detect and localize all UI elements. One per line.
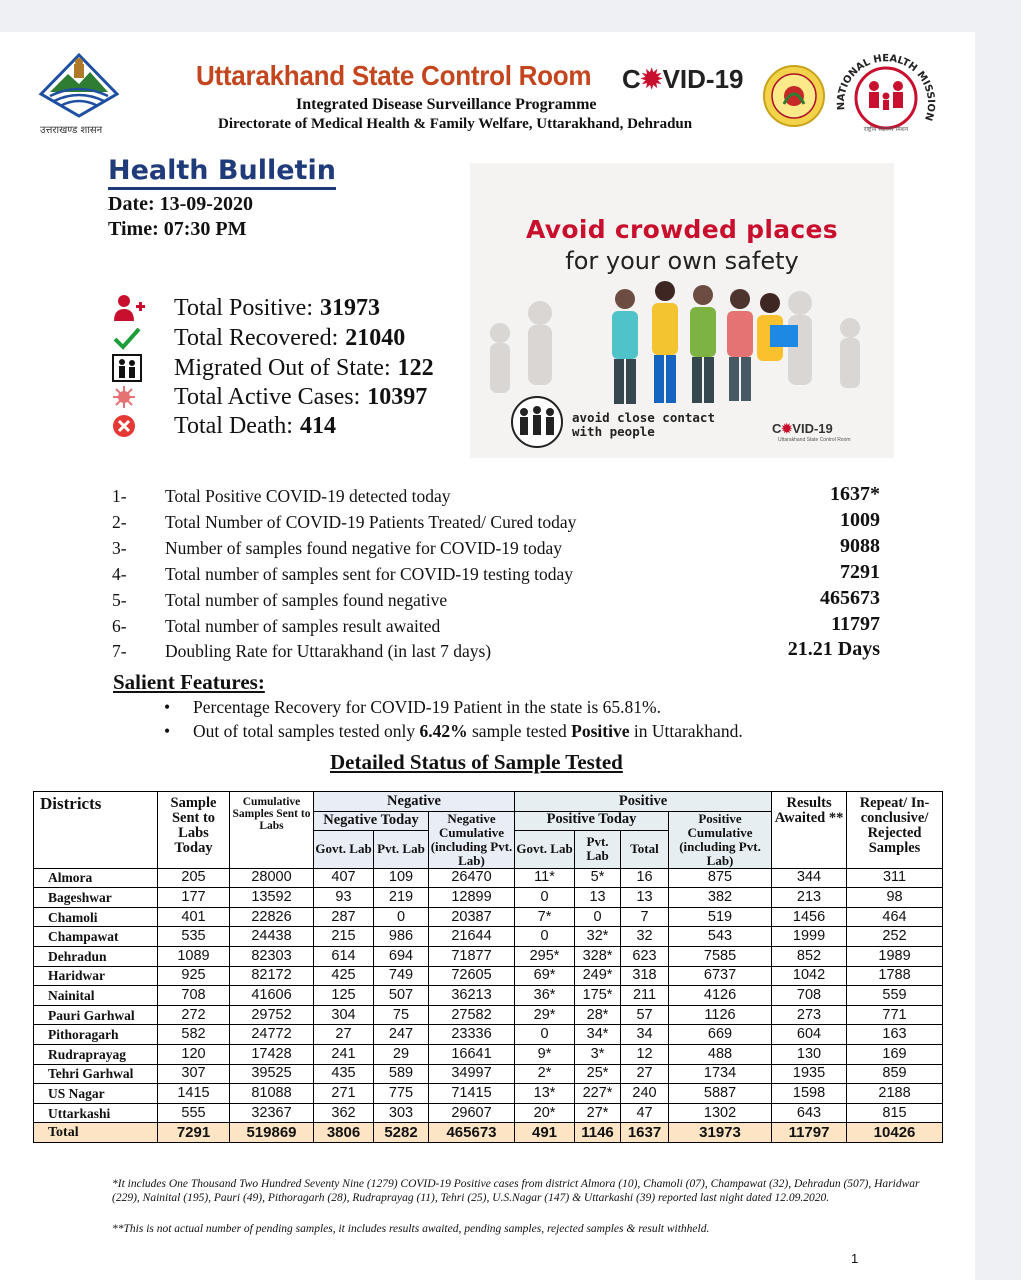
table-cell: 535	[158, 927, 230, 947]
salient-bullet: • Out of total samples tested only 6.42% sample tested Positive in Uttarakhand.	[168, 721, 743, 742]
district-name: Bageshwar	[34, 888, 158, 908]
table-cell: 519869	[230, 1123, 314, 1143]
summary-item: 3- Number of samples found negative for COVID-19 today 9088	[112, 535, 880, 558]
table-cell: 17428	[230, 1044, 314, 1064]
table-cell: 13	[575, 888, 621, 908]
table-cell: 1788	[847, 966, 943, 986]
table-cell: 241	[314, 1044, 374, 1064]
table-row	[34, 868, 943, 888]
header-negative-cumulative: Negative Cumulative (including Pvt. Lab)	[429, 811, 515, 868]
table-cell: 3*	[575, 1044, 621, 1064]
salient-features-title: Salient Features:	[113, 670, 265, 694]
table-cell: 6737	[669, 966, 772, 986]
table-cell: 0	[575, 907, 621, 927]
table-cell: 13592	[230, 888, 314, 908]
table-cell: 0	[374, 907, 429, 927]
stat-total-recovered	[112, 324, 405, 352]
table-cell: 26470	[429, 868, 515, 888]
table-cell: 47	[621, 1103, 669, 1123]
header-sample-today: Sample Sent to Labs Today	[158, 792, 230, 869]
table-cell: 1989	[847, 946, 943, 966]
table-cell: 163	[847, 1025, 943, 1045]
table-cell: 304	[314, 1005, 374, 1025]
table-cell: 272	[158, 1005, 230, 1025]
table-cell: 1935	[772, 1064, 847, 1084]
table-cell: 362	[314, 1103, 374, 1123]
table-cell: 401	[158, 907, 230, 927]
salient-bullet: • Percentage Recovery for COVID-19 Patient in the state is 65.81%.	[168, 697, 661, 718]
table-cell: 27582	[429, 1005, 515, 1025]
stat-migrated	[112, 354, 434, 382]
header-neg-govt-lab: Govt. Lab	[314, 831, 374, 868]
checkmark-icon	[112, 324, 148, 352]
table-row	[34, 927, 943, 947]
table-cell: 2188	[847, 1084, 943, 1104]
bulletin-date: Date: 13-09-2020	[108, 193, 253, 215]
table-cell: 1126	[669, 1005, 772, 1025]
table-cell: 29*	[515, 1005, 575, 1025]
bulletin-title: Health Bulletin	[108, 155, 336, 190]
header-negative: Negative	[314, 792, 515, 812]
table-cell: 775	[374, 1084, 429, 1104]
table-cell: 29	[374, 1044, 429, 1064]
table-row	[34, 1044, 943, 1064]
table-cell: 7291	[158, 1123, 230, 1143]
table-cell: 464	[847, 907, 943, 927]
table-cell: 507	[374, 986, 429, 1006]
table-cell: 382	[669, 888, 772, 908]
district-name: Dehradun	[34, 946, 158, 966]
table-cell: 7585	[669, 946, 772, 966]
table-cell: 240	[621, 1084, 669, 1104]
table-cell: 28000	[230, 868, 314, 888]
table-total-row	[34, 1123, 943, 1143]
table-cell: 16641	[429, 1044, 515, 1064]
table-cell: 34	[621, 1025, 669, 1045]
table-cell: 247	[374, 1025, 429, 1045]
table-cell: 32	[621, 927, 669, 947]
summary-item: 6- Total number of samples result awaited 11797	[112, 613, 880, 636]
uttarakhand-emblem-icon	[38, 52, 120, 118]
svg-text:राष्ट्रीय स्वास्थ्य मिशन: राष्ट्रीय स्वास्थ्य मिशन	[863, 126, 909, 133]
poster-covid-logo: C✹VID-19	[772, 421, 833, 436]
district-name: US Nagar	[34, 1084, 158, 1104]
table-cell: 643	[772, 1103, 847, 1123]
table-row	[34, 1084, 943, 1104]
header-negative-today: Negative Today	[314, 811, 429, 831]
table-row	[34, 888, 943, 908]
header-pos-pvt-lab: Pvt. Lab	[575, 831, 621, 868]
table-cell: 0	[515, 927, 575, 947]
table-cell: 1456	[772, 907, 847, 927]
table-cell: 16	[621, 868, 669, 888]
table-cell: 5*	[575, 868, 621, 888]
table-cell: 13*	[515, 1084, 575, 1104]
district-name: Champawat	[34, 927, 158, 947]
table-cell: 29752	[230, 1005, 314, 1025]
person-plus-icon	[112, 294, 148, 322]
virus-o-icon: ✹	[781, 421, 793, 436]
stat-label: Total Death:	[174, 412, 293, 439]
table-cell: 24438	[230, 927, 314, 947]
stat-value: 414	[299, 412, 336, 439]
stat-total-death	[112, 412, 336, 440]
table-cell: 986	[374, 927, 429, 947]
table-cell: 34997	[429, 1064, 515, 1084]
table-cell: 328*	[575, 946, 621, 966]
table-row	[34, 1025, 943, 1045]
svg-text:NATIONAL HEALTH MISSION: NATIONAL HEALTH MISSION	[835, 53, 937, 122]
table-cell: 11797	[772, 1123, 847, 1143]
table-cell: 27*	[575, 1103, 621, 1123]
table-cell: 1415	[158, 1084, 230, 1104]
table-cell: 344	[772, 868, 847, 888]
table-cell: 71877	[429, 946, 515, 966]
header-subtitle-directorate: Directorate of Medical Health & Family Welfare, Uttarakhand, Dehradun	[218, 116, 693, 132]
district-name: Pauri Garhwal	[34, 1005, 158, 1025]
district-name: Haridwar	[34, 966, 158, 986]
table-cell: 425	[314, 966, 374, 986]
summary-item: 4- Total number of samples sent for COVID-19 testing today 7291	[112, 561, 880, 584]
table-cell: 32*	[575, 927, 621, 947]
table-cell: 69*	[515, 966, 575, 986]
table-cell: 1302	[669, 1103, 772, 1123]
table-cell: 28*	[575, 1005, 621, 1025]
table-cell: 555	[158, 1103, 230, 1123]
stat-value: 10397	[367, 383, 428, 410]
table-cell: 34*	[575, 1025, 621, 1045]
table-cell: 1734	[669, 1064, 772, 1084]
table-cell: 12899	[429, 888, 515, 908]
table-cell: 543	[669, 927, 772, 947]
district-name: Rudraprayag	[34, 1044, 158, 1064]
table-cell: 465673	[429, 1123, 515, 1143]
table-cell: 488	[669, 1044, 772, 1064]
table-cell: 2*	[515, 1064, 575, 1084]
table-cell: 852	[772, 946, 847, 966]
summary-item: 5- Total number of samples found negative 465673	[112, 587, 880, 610]
table-cell: 249*	[575, 966, 621, 986]
table-cell: 36213	[429, 986, 515, 1006]
footnote-double-star: **This is not actual number of pending samples, it includes results awaited, pending samples, rejected samples & result withheld.	[112, 1223, 710, 1235]
table-cell: 749	[374, 966, 429, 986]
table-cell: 125	[314, 986, 374, 1006]
table-cell: 669	[669, 1025, 772, 1045]
table-cell: 311	[847, 868, 943, 888]
stat-label: Migrated Out of State:	[174, 354, 391, 381]
table-cell: 1637	[621, 1123, 669, 1143]
table-cell: 72605	[429, 966, 515, 986]
table-cell: 252	[847, 927, 943, 947]
table-cell: 559	[847, 986, 943, 1006]
table-cell: 213	[772, 888, 847, 908]
table-cell: 31973	[669, 1123, 772, 1143]
header-title: Uttarakhand State Control Room	[196, 60, 592, 91]
table-cell: 407	[314, 868, 374, 888]
table-cell: 5887	[669, 1084, 772, 1104]
table-cell: 303	[374, 1103, 429, 1123]
table-row	[34, 946, 943, 966]
table-cell: 13	[621, 888, 669, 908]
table-cell: 130	[772, 1044, 847, 1064]
table-cell: 20387	[429, 907, 515, 927]
bulletin-time: Time: 07:30 PM	[108, 218, 247, 240]
table-cell: 32367	[230, 1103, 314, 1123]
stat-active-cases	[112, 383, 427, 411]
district-name: Almora	[34, 868, 158, 888]
summary-item: 1- Total Positive COVID-19 detected today 1637*	[112, 483, 880, 506]
table-cell: 109	[374, 868, 429, 888]
table-cell: 925	[158, 966, 230, 986]
table-cell: 614	[314, 946, 374, 966]
table-cell: 604	[772, 1025, 847, 1045]
logo-caption: उत्तराखण्ड शासन	[40, 125, 103, 136]
district-name: Tehri Garhwal	[34, 1064, 158, 1084]
table-cell: 169	[847, 1044, 943, 1064]
table-row	[34, 986, 943, 1006]
table-cell: 57	[621, 1005, 669, 1025]
header-cumulative-samples: Cumulative Samples Sent to Labs	[230, 792, 314, 869]
table-cell: 491	[515, 1123, 575, 1143]
table-cell: 3806	[314, 1123, 374, 1143]
footnote-single-star: *It includes One Thousand Two Hundred Seventy Nine (1279) COVID-19 Positive cases from district Almora (10), Chamoli (07), Champawat (32), Dehradun (507), Haridwar (229), Nainital (195), Pauri (49), Pithoragarh (28), Rudraprayag (11), Tehri (25), U.S.Nagar (147) & Uttarkashi (39) reported last night dated 12.09.2020.	[112, 1178, 920, 1204]
migration-icon	[112, 354, 148, 382]
table-cell: 771	[847, 1005, 943, 1025]
stat-value: 21040	[345, 324, 406, 351]
table-cell: 41606	[230, 986, 314, 1006]
table-cell: 219	[374, 888, 429, 908]
table-cell: 1598	[772, 1084, 847, 1104]
table-cell: 11*	[515, 868, 575, 888]
district-name: Uttarkashi	[34, 1103, 158, 1123]
table-cell: 307	[158, 1064, 230, 1084]
table-cell: 623	[621, 946, 669, 966]
district-name: Chamoli	[34, 907, 158, 927]
stat-value: 122	[397, 354, 434, 381]
table-cell: 205	[158, 868, 230, 888]
table-cell: 318	[621, 966, 669, 986]
table-row	[34, 1064, 943, 1084]
poster-covid-caption: Uttarakhand State Control Room	[778, 437, 851, 443]
stat-label: Total Positive:	[174, 294, 313, 321]
table-cell: 98	[847, 888, 943, 908]
awareness-poster	[470, 163, 894, 458]
table-cell: 1146	[575, 1123, 621, 1143]
table-cell: 23336	[429, 1025, 515, 1045]
table-cell: 589	[374, 1064, 429, 1084]
table-cell: 39525	[230, 1064, 314, 1084]
table-cell: 582	[158, 1025, 230, 1045]
table-cell: 29607	[429, 1103, 515, 1123]
header-positive: Positive	[515, 792, 772, 812]
poster-headline: Avoid crowded places	[526, 215, 838, 244]
header-repeat: Repeat/ In-conclusive/ Rejected Samples	[847, 792, 943, 869]
table-cell: 71415	[429, 1084, 515, 1104]
district-name: Pithoragarh	[34, 1025, 158, 1045]
table-cell: 295*	[515, 946, 575, 966]
table-row	[34, 907, 943, 927]
table-cell: 7*	[515, 907, 575, 927]
idsp-seal-icon	[762, 64, 826, 128]
table-row	[34, 1103, 943, 1123]
table-cell: 287	[314, 907, 374, 927]
summary-item: 2- Total Number of COVID-19 Patients Treated/ Cured today 1009	[112, 509, 880, 532]
table-row	[34, 1005, 943, 1025]
header-covid-logo: C✹VID-19	[622, 64, 744, 94]
table-cell: 20*	[515, 1103, 575, 1123]
table-cell: 75	[374, 1005, 429, 1025]
table-cell: 12	[621, 1044, 669, 1064]
table-cell: 27	[621, 1064, 669, 1084]
header-pos-total: Total	[621, 831, 669, 868]
district-name: Nainital	[34, 986, 158, 1006]
virus-o-icon: ✹	[640, 64, 663, 94]
table-cell: 273	[772, 1005, 847, 1025]
table-cell: 271	[314, 1084, 374, 1104]
table-cell: 1999	[772, 927, 847, 947]
table-cell: 1089	[158, 946, 230, 966]
header-districts: Districts	[34, 792, 158, 869]
table-cell: 24772	[230, 1025, 314, 1045]
virus-icon	[112, 383, 148, 411]
stat-total-positive	[112, 294, 380, 322]
table-cell: 120	[158, 1044, 230, 1064]
table-cell: 875	[669, 868, 772, 888]
table-cell: 859	[847, 1064, 943, 1084]
table-cell: 27	[314, 1025, 374, 1045]
table-cell: 0	[515, 888, 575, 908]
header-subtitle-programme: Integrated Disease Surveillance Programme	[296, 96, 597, 113]
table-cell: 708	[772, 986, 847, 1006]
table-cell: 21644	[429, 927, 515, 947]
table-cell: 175*	[575, 986, 621, 1006]
table-cell: 93	[314, 888, 374, 908]
table-cell: 177	[158, 888, 230, 908]
table-cell: 215	[314, 927, 374, 947]
district-name: Total	[34, 1123, 158, 1143]
stat-value: 31973	[319, 294, 380, 321]
table-cell: 0	[515, 1025, 575, 1045]
distancing-badge-icon	[510, 395, 564, 449]
table-cell: 22826	[230, 907, 314, 927]
table-cell: 10426	[847, 1123, 943, 1143]
table-row	[34, 966, 943, 986]
table-cell: 1042	[772, 966, 847, 986]
table-cell: 25*	[575, 1064, 621, 1084]
stat-label: Total Active Cases:	[174, 383, 361, 410]
table-cell: 82172	[230, 966, 314, 986]
table-cell: 4126	[669, 986, 772, 1006]
table-cell: 36*	[515, 986, 575, 1006]
header-positive-today: Positive Today	[515, 811, 669, 831]
page-number: 1	[851, 1251, 859, 1266]
table-cell: 9*	[515, 1044, 575, 1064]
cross-circle-icon	[112, 412, 148, 440]
header-results-awaited: Results Awaited **	[772, 792, 847, 869]
table-cell: 7	[621, 907, 669, 927]
table-cell: 694	[374, 946, 429, 966]
table-cell: 815	[847, 1103, 943, 1123]
table-cell: 81088	[230, 1084, 314, 1104]
header-positive-cumulative: Positive Cumulative (including Pvt. Lab)	[669, 811, 772, 868]
poster-avoid-text: avoid close contact with people	[572, 410, 715, 439]
table-cell: 435	[314, 1064, 374, 1084]
header-pos-govt-lab: Govt. Lab	[515, 831, 575, 868]
table-cell: 227*	[575, 1084, 621, 1104]
stat-label: Total Recovered:	[174, 324, 339, 351]
district-status-table	[33, 791, 943, 1143]
poster-subline: for your own safety	[565, 247, 799, 275]
summary-item: 7- Doubling Rate for Uttarakhand (in last 7 days) 21.21 Days	[112, 638, 880, 661]
nhm-logo-icon	[834, 46, 938, 136]
detailed-status-title: Detailed Status of Sample Tested	[330, 750, 623, 774]
table-cell: 211	[621, 986, 669, 1006]
table-cell: 708	[158, 986, 230, 1006]
table-cell: 519	[669, 907, 772, 927]
header-neg-pvt-lab: Pvt. Lab	[374, 831, 429, 868]
table-cell: 5282	[374, 1123, 429, 1143]
table-cell: 82303	[230, 946, 314, 966]
